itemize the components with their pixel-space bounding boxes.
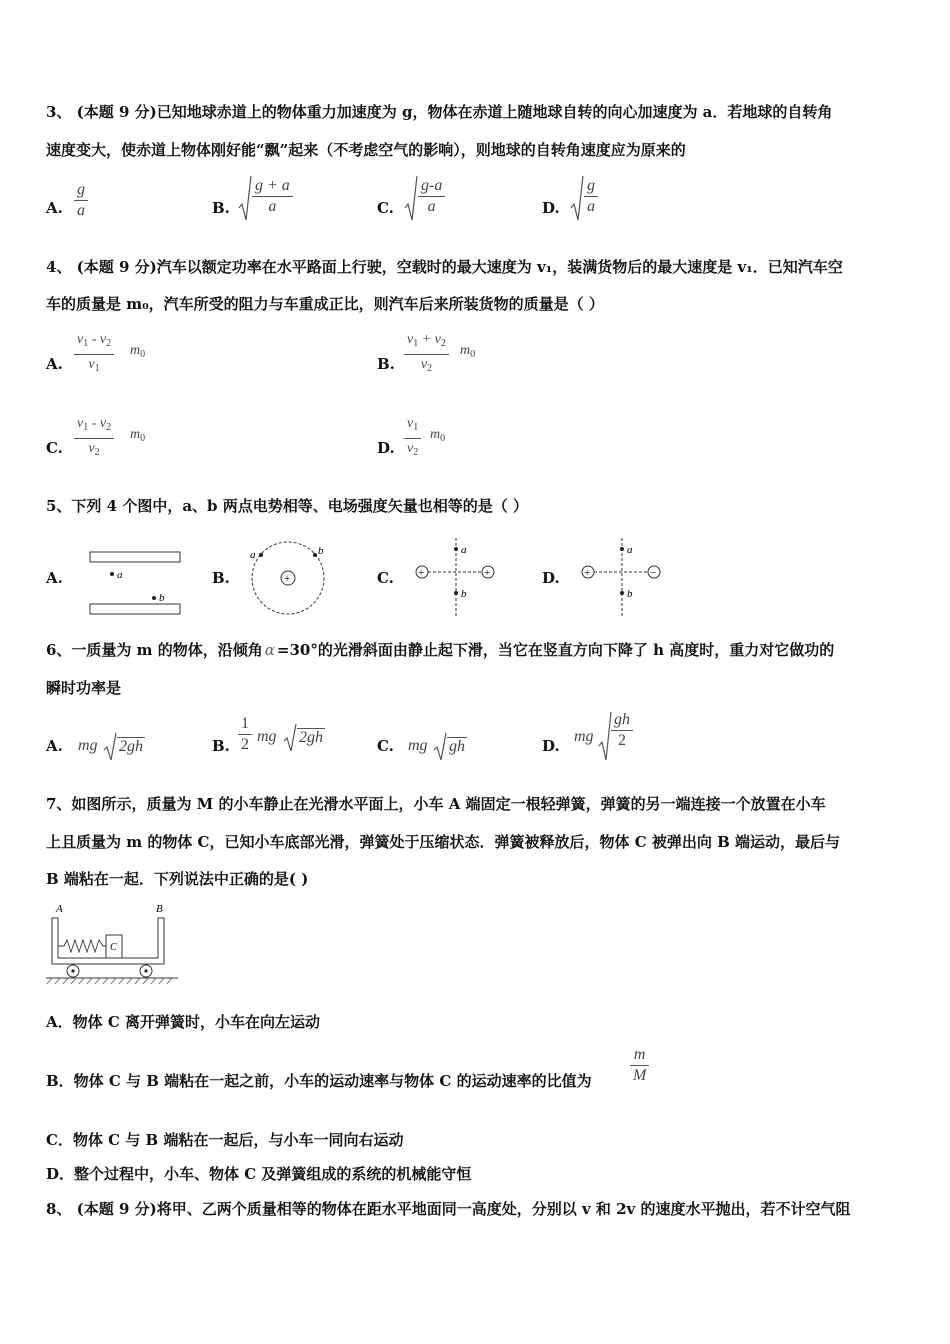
q4-option-c-mass — [130, 427, 145, 444]
q6-stem-line1 — [46, 640, 908, 660]
numerator: g — [587, 177, 595, 194]
q5-option-c-label: C. — [377, 569, 394, 587]
sub: 1 — [83, 338, 89, 349]
q7-stem-line2: 上且质量为 m 的物体 C，已知小车底部光滑，弹簧处于压缩状态．弹簧被释放后，物体 C 被弹出向 B 端运动，最后与 — [46, 833, 840, 851]
v: v — [88, 441, 95, 456]
sub: 1 — [413, 422, 419, 433]
label-a: a — [461, 544, 467, 556]
q6-option-d-mg: mg — [574, 728, 594, 745]
v: v — [77, 416, 84, 431]
numerator: g — [77, 181, 85, 198]
q4-option-b-mass — [460, 343, 475, 360]
q3-option-b-label: B. — [212, 199, 230, 217]
denominator: 2 — [618, 732, 626, 749]
q3-option-c-label: C. — [377, 199, 394, 217]
sub: 1 — [83, 422, 89, 433]
denominator — [85, 439, 102, 463]
point-b — [454, 591, 458, 595]
point-a — [259, 553, 263, 557]
q5-stem-line1: 5、下列 4 个图中，a、b 两点电势相等、电场强度矢量也相等的是（ ） — [46, 497, 528, 515]
numerator: m — [633, 1046, 646, 1063]
v: v — [99, 332, 107, 347]
sub: 2 — [413, 447, 419, 458]
denominator — [418, 355, 435, 379]
q6-option-b-half — [238, 714, 252, 755]
sub: 2 — [106, 422, 112, 433]
sqrt-sign-icon — [598, 710, 612, 762]
q3-option-a-label: A. — [46, 199, 63, 217]
sub: 0 — [140, 433, 146, 444]
q6-option-b-mg: mg — [257, 728, 277, 745]
q6-option-b-label: B. — [212, 737, 230, 755]
q4-option-d-mass — [430, 427, 445, 444]
q5-figure-c-like-charges — [408, 536, 500, 620]
q7-stem-line1: 7、如图所示，质量为 M 的小车静止在光滑水平面上，小车 A 端固定一根轻弹簧，弹簧的另一端连接一个放置在小车 — [46, 795, 826, 813]
q6-stem-line2: 瞬时功率是 — [46, 679, 122, 697]
q4-option-d-fraction — [404, 414, 421, 463]
plus-sign: + — [418, 567, 425, 579]
v: v — [434, 332, 441, 347]
q7-stem-line3: B 端粘在一起．下列说法中正确的是( ) — [46, 870, 309, 888]
label-end-a: A — [56, 903, 63, 915]
denominator — [85, 355, 102, 379]
q5-figure-b-point-charge — [244, 540, 334, 620]
q4-option-a-fraction — [74, 330, 114, 379]
numerator: g + a — [255, 177, 290, 194]
plus-sign: + — [484, 567, 491, 579]
label-b: b — [627, 588, 633, 600]
q6-option-a-label: A. — [46, 737, 63, 755]
q4-stem-line1: 4、 (本题 9 分)汽车以额定功率在水平路面上行驶，空载时的最大速度为 v₁，装满货物后的最大速度是 v₁．已知汽车空 — [46, 258, 843, 276]
q7-option-b: B．物体 C 与 B 端粘在一起之前，小车的运动速率与物体 C 的运动速率的比值为 — [46, 1072, 592, 1090]
label-block-c: C — [110, 942, 117, 953]
q4-stem-line2: 车的质量是 m₀，汽车所受的阻力与车重成正比，则汽车后来所装货物的质量是（ ） — [46, 295, 604, 313]
point-a — [454, 547, 458, 551]
denominator: 2 — [241, 736, 249, 753]
sub: 0 — [440, 433, 446, 444]
point-b — [620, 591, 624, 595]
q4-option-a-mass — [130, 343, 145, 360]
q7-figure-cart-spring — [44, 898, 180, 986]
q7-option-a: A．物体 C 离开弹簧时，小车在向左运动 — [46, 1013, 321, 1031]
v: v — [407, 416, 414, 431]
label-end-b: B — [156, 903, 163, 915]
denominator: M — [633, 1067, 647, 1084]
q4-option-a-label: A. — [46, 355, 63, 373]
point-b — [313, 553, 317, 557]
q3-option-d-formula — [584, 176, 598, 217]
q3-option-d-label: D. — [542, 199, 560, 217]
bottom-plate — [90, 604, 180, 614]
alpha-symbol: α — [264, 641, 275, 659]
sqrt-sign-icon — [238, 174, 252, 224]
q6-option-d-label: D. — [542, 737, 560, 755]
m: m — [130, 343, 141, 358]
plus: + — [421, 332, 432, 347]
label-a: a — [117, 569, 123, 581]
minus-sign: − — [650, 567, 657, 579]
label-b: b — [318, 545, 324, 557]
sqrt-sign-icon — [570, 174, 584, 224]
q7-option-c: C．物体 C 与 B 端粘在一起后，与小车一同向右运动 — [46, 1131, 404, 1149]
q6-option-d-radicand — [611, 710, 633, 751]
m: m — [430, 427, 441, 442]
q6-stem-text-b: =30°的光滑斜面由静止起下滑，当它在竖直方向下降了 h 高度时，重力对它做功的 — [276, 641, 835, 659]
q3-option-b-formula — [252, 176, 293, 217]
denominator: a — [77, 202, 85, 219]
axle — [144, 969, 147, 972]
q5-figure-a-parallel-plates — [86, 546, 186, 618]
q6-option-c-mg: mg — [408, 737, 428, 754]
numerator — [74, 330, 114, 354]
q4-option-c-label: C. — [46, 439, 63, 457]
m: m — [460, 343, 471, 358]
spring — [58, 940, 106, 952]
q6-option-a-mg: mg — [78, 737, 98, 754]
top-plate — [90, 552, 180, 562]
q3-option-c-formula — [418, 176, 445, 217]
q8-stem-line1: 8、 (本题 9 分)将甲、乙两个质量相等的物体在距水平地面同一高度处，分别以 v 和 2v 的速度水平抛出，若不计空气阻 — [46, 1200, 851, 1218]
q5-option-d-label: D. — [542, 569, 560, 587]
denominator: a — [587, 198, 595, 215]
q5-option-b-label: B. — [212, 569, 230, 587]
q5-option-a-label: A. — [46, 569, 63, 587]
label-b: b — [159, 592, 165, 604]
q6-option-c-radicand: gh — [449, 738, 465, 755]
sub: 1 — [413, 338, 419, 349]
label-a: a — [250, 549, 256, 561]
numerator: 1 — [241, 715, 249, 732]
numerator: gh — [614, 711, 630, 728]
q4-option-b-fraction — [404, 330, 449, 379]
q4-option-d-label: D. — [377, 439, 395, 457]
sqrt-sign-icon — [404, 174, 418, 224]
q5-figure-d-unlike-charges — [574, 536, 666, 620]
plus-sign: + — [284, 573, 291, 585]
q3-option-a-formula — [74, 180, 88, 221]
q7-option-b-ratio — [630, 1045, 649, 1086]
q6-option-c-label: C. — [377, 737, 394, 755]
label-a: a — [627, 544, 633, 556]
denominator: a — [268, 198, 277, 215]
v: v — [99, 416, 107, 431]
v: v — [77, 332, 84, 347]
sub: 2 — [94, 447, 100, 458]
minus: - — [91, 416, 97, 431]
point-a — [110, 572, 114, 576]
sqrt-sign-icon — [433, 730, 447, 762]
sub: 0 — [470, 349, 476, 360]
q7-option-d: D．整个过程中，小车、物体 C 及弹簧组成的系统的机械能守恒 — [46, 1165, 472, 1183]
label-b: b — [461, 588, 467, 600]
sub: 0 — [140, 349, 146, 360]
numerator — [74, 414, 114, 438]
point-b — [152, 596, 156, 600]
m: m — [130, 427, 141, 442]
q6-stem-text: 6、一质量为 m 的物体，沿倾角 — [46, 641, 263, 659]
plus-sign: + — [584, 567, 591, 579]
v: v — [407, 332, 414, 347]
numerator: g-a — [421, 177, 443, 194]
v: v — [407, 441, 414, 456]
q4-option-c-fraction — [74, 414, 114, 463]
sqrt-sign-icon — [283, 721, 297, 753]
sub: 1 — [94, 363, 100, 374]
q6-option-a-radicand: 2gh — [119, 738, 143, 755]
sqrt-sign-icon — [103, 730, 117, 762]
sub: 2 — [427, 363, 433, 374]
ground-hatching — [47, 978, 172, 984]
sub: 2 — [440, 338, 446, 349]
axle — [71, 969, 74, 972]
q4-option-b-label: B. — [377, 355, 395, 373]
denominator — [404, 439, 421, 463]
denominator: a — [427, 198, 436, 215]
minus: - — [91, 332, 97, 347]
q3-stem-line2: 速度变大，使赤道上物体刚好能“飘”起来（不考虑空气的影响），则地球的自转角速度应为原来的 — [46, 141, 686, 159]
sub: 2 — [106, 338, 112, 349]
q3-stem-line1: 3、 (本题 9 分)已知地球赤道上的物体重力加速度为 g，物体在赤道上随地球自转的向心加速度为 a．若地球的自转角 — [46, 103, 833, 121]
v: v — [420, 357, 428, 372]
q6-option-b-radicand: 2gh — [299, 729, 323, 746]
numerator — [404, 414, 421, 438]
v: v — [88, 357, 95, 372]
numerator — [404, 330, 449, 354]
point-a — [620, 547, 624, 551]
